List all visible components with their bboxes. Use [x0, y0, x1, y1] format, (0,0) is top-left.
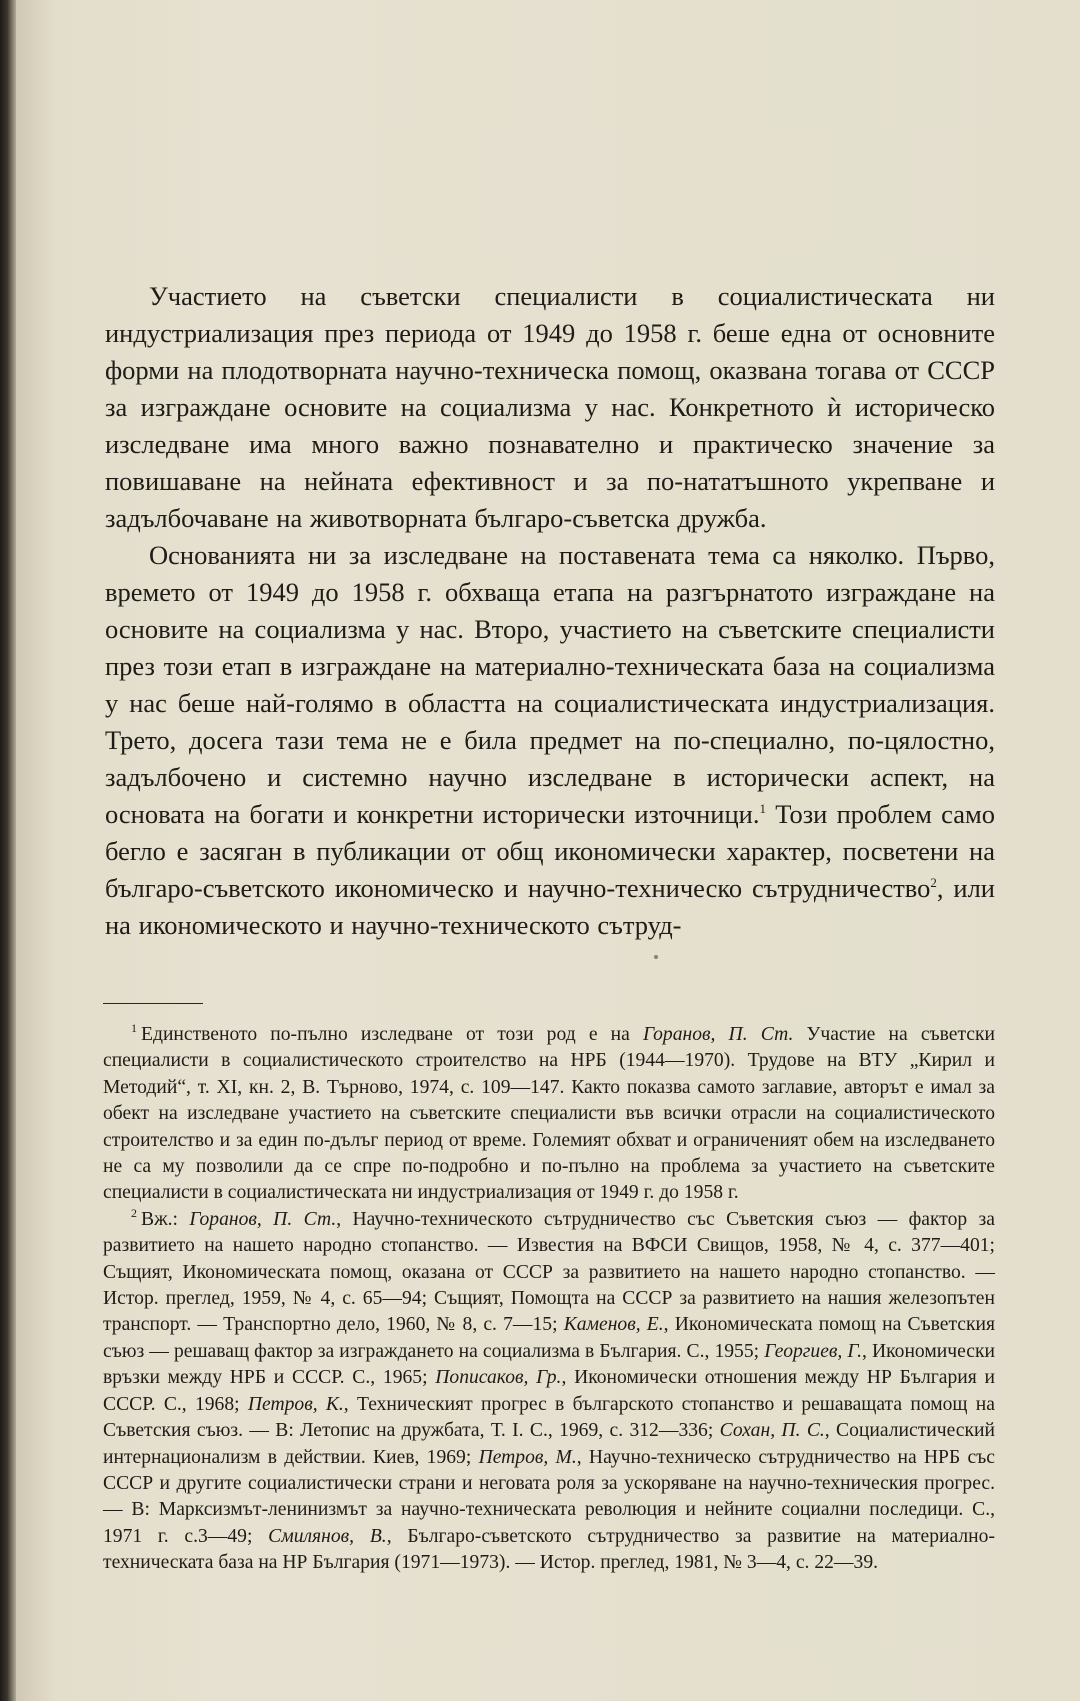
footnote-2-number: 2 — [131, 1206, 137, 1221]
footnote-1-text: Единственото по-пълно изследване от този род е на — [141, 1024, 643, 1045]
footnote-1-author: Горанов, П. Ст. — [642, 1024, 794, 1045]
paragraph-2-part-a: Основанията ни за изследване на поставената тема са няколко. Първо, времето от 1949 до 1958 г. обхваща етапа на разгърнатото изграждане на основите на социализма у нас. Второ, участието на съветските специалисти през този етап в изграждане на материално-техническата база на социализма у нас беше най-голямо в областта на социалистическата индустриализация. Трето, досега тази тема не е била предмет на по-специално, по-цялостно, задълбочено и системно научно изследване в исторически аспект, на основата на богати и конкретни исторически източници. — [105, 540, 995, 829]
footnote-1 — [103, 1022, 995, 1207]
paragraph-1: Участието на съветски специалисти в социалистическата ни индустриализация през периода от 1949 до 1958 г. беше една от основните форми на плодотворната научно-техническа помощ, оказвана тогава от СССР за изграждане основите на социализма у нас. Конкретното ѝ историческо изследване има много важно познавателно и практическо значение за повишаване на нейната ефективност и за по-нататъшното укрепване и задълбочаване на животворната българо-съветска дружба. — [105, 281, 995, 533]
footnote-2-text-4: , Икономически връзки между НРБ и СССР. С., 1965; — [103, 1340, 995, 1389]
paragraph-2 — [105, 537, 995, 944]
footnote-2-author-2: Каменов, Е. — [563, 1314, 664, 1336]
footnote-2-text: Вж.: — [141, 1208, 190, 1230]
footnote-2-author-7: Петров, М. — [478, 1446, 577, 1468]
footnote-2-text-7: , Социалистический интернационализм в действии. Киев, 1969; — [103, 1420, 995, 1468]
footnote-ref-2: 2 — [930, 875, 937, 891]
footnote-separator — [103, 1003, 203, 1004]
footnote-2-author-5: Петров, К. — [247, 1393, 344, 1415]
paper-speck — [654, 955, 658, 959]
footnote-2-author-1: Горанов, П. Ст. — [189, 1208, 337, 1230]
footnote-ref-1: 1 — [759, 801, 766, 817]
main-text — [105, 278, 995, 944]
footnote-2-text-9: , Българо-съветското сътрудничество за развитие на материално-техническата база на НР България (1971—1973). — Истор. преглед, 1981, № 3—4, с. 22—39. — [103, 1525, 995, 1574]
footnote-2-author-6: Сохан, П. С. — [719, 1420, 825, 1442]
footnote-2-author-8: Смилянов, В. — [268, 1525, 387, 1547]
book-spine-shadow — [0, 0, 16, 1701]
footnote-2-text-3: , Икономическата помощ на Съветския съюз — решаващ фактор за изграждането на социализма в България. С., 1955; — [103, 1314, 995, 1362]
footnote-1-number: 1 — [131, 1021, 137, 1036]
footnote-2-text-8: , Научно-техническо сътрудничество на НРБ със СССР и другите социалистически страни и неговата роля за ускоряване на научно-техническия прогрес. — В: Марксизмът-ленинизмът за научно-техническата революция и нейните социални последици. С., 1971 г. с.3—49; — [103, 1446, 995, 1547]
footnote-2-text-2: , Научно-техническото сътрудничество със Съветския съюз — фактор за развитието на нашето народно стопанство. — Известия на ВФСИ Свищов, 1958, № 4, с. 377—401; Същият, Икономическата помощ, оказана от СССР за развитието на нашето народно стопанство. — Истор. преглед, 1959, № 4, с. 65—94; Същият, Помощта на СССР за развитието на нашия железопътен транспорт. — Транспортно дело, 1960, № 8, с. 7—15; — [103, 1208, 995, 1336]
footnote-1-text-2: Участие на съветски специалисти в социалистическото строителство на НРБ (1944—1970). Трудове на ВТУ „Кирил и Методий“, т. XI, кн. 2, В. Търново, 1974, с. 109—147. Както показва самото заглавие, авторът е имал за обект на изследване участието на съветските специалисти във всички отрасли на социалистическото строителство и за един по-дълъг период от време. Големият обхват и ограниченият обем на изследването не са му позволили да се спре по-подробно и по-пълно на проблема за участието на съветските специалисти в социалистическата ни индустриализация от 1949 г. до 1958 г. — [103, 1024, 995, 1204]
paragraph-2-part-c: , или на икономическото и научно-техническото сътруд- — [105, 873, 995, 940]
footnote-2 — [103, 1207, 995, 1577]
footnotes — [103, 1022, 995, 1577]
paragraph-2-part-b: Този проблем само бегло е засяган в публикации от общ икономически характер, посветени на българо-съветското икономическо и научно-техническо сътрудничество — [105, 799, 995, 903]
footnote-2-text-5: , Икономически отношения между НР България и СССР. С., 1968; — [103, 1367, 995, 1415]
footnote-2-author-4: Пописаков, Гр. — [435, 1367, 562, 1389]
footnote-2-text-6: , Техническият прогрес в българското стопанство и решаващата помощ на Съветския съюз. — В: Летопис на дружбата, Т. I. С., 1969, с. 312—336; — [103, 1393, 995, 1442]
footnote-2-author-3: Георгиев, Г. — [764, 1340, 862, 1362]
